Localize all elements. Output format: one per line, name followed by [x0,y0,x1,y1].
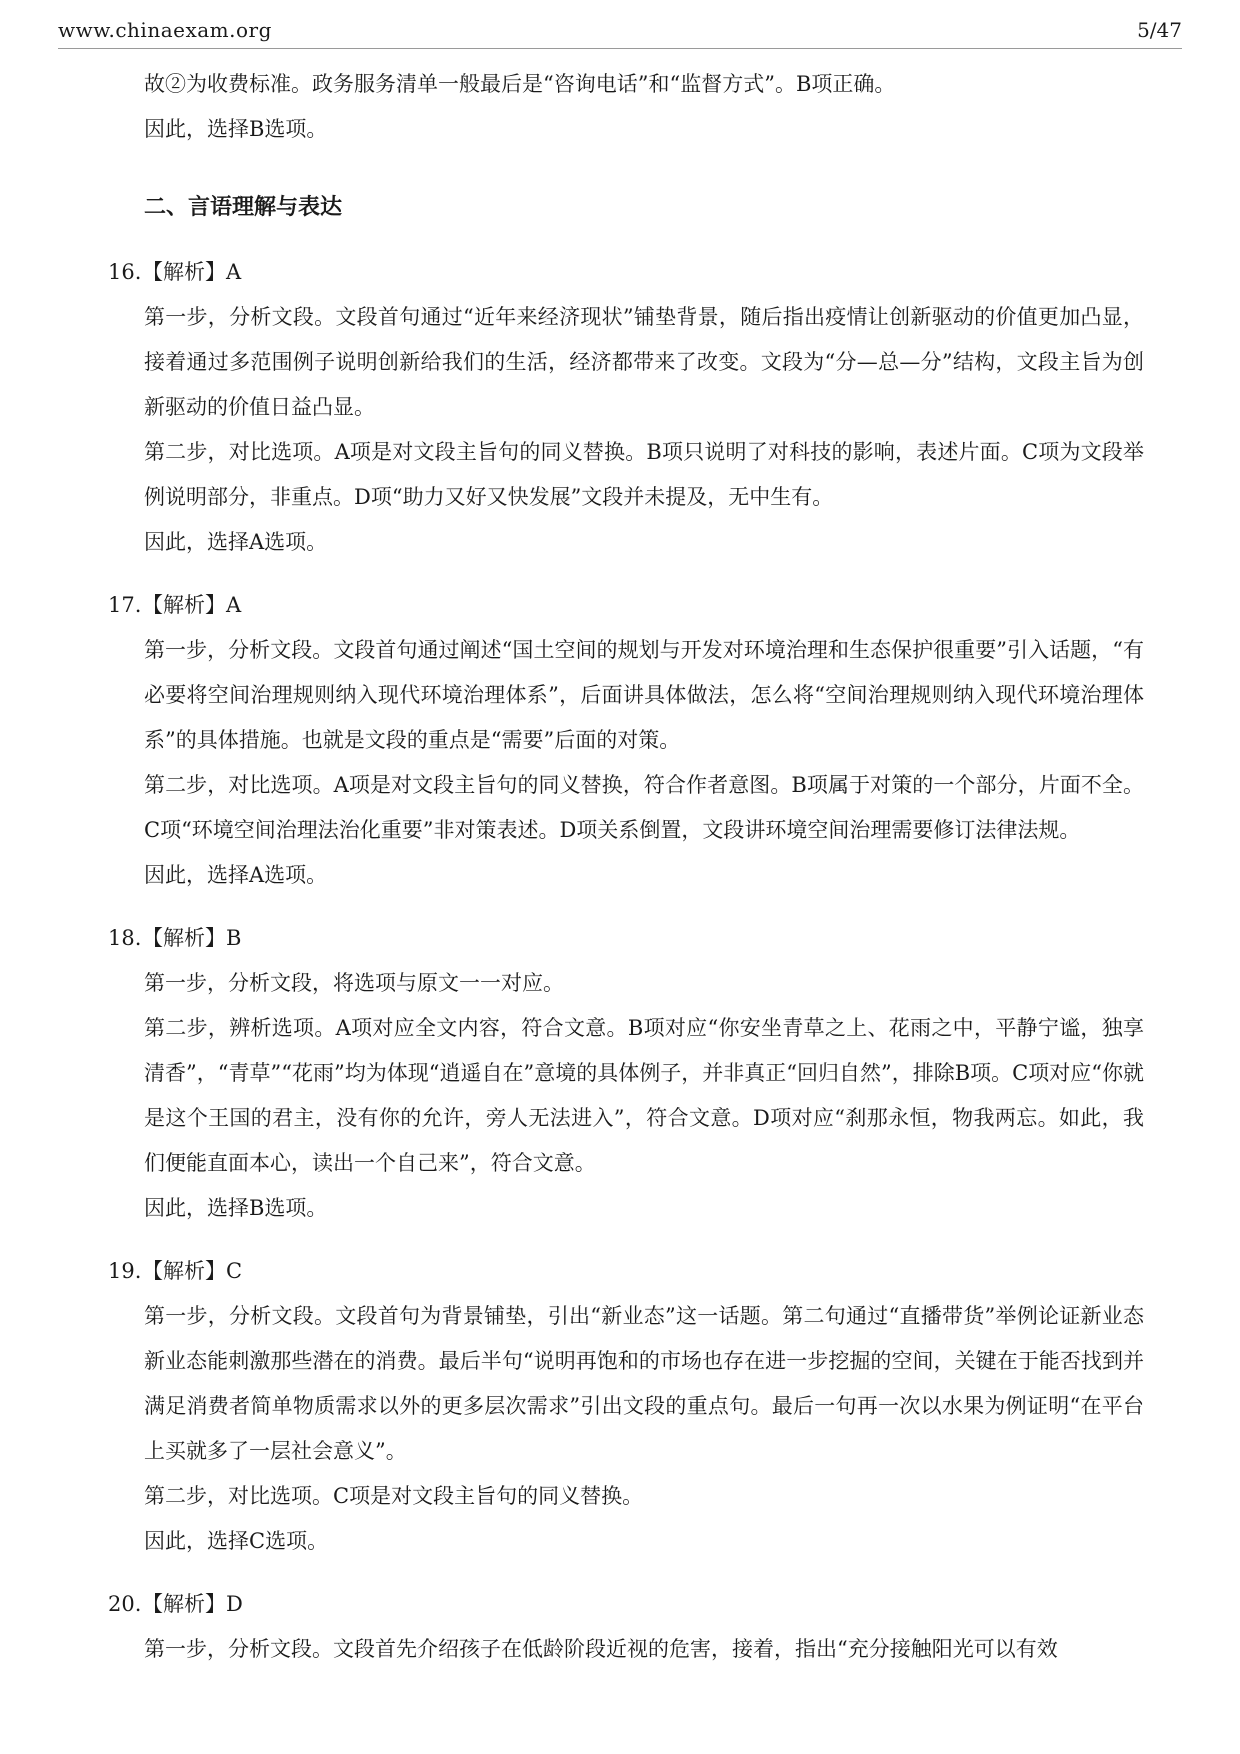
answer-label: 【解析】B [142,926,242,950]
step-two-paragraph: 第二步，对比选项。A项是对文段主旨句的同义替换。B项只说明了对科技的影响，表述片面。C项为文段举例说明部分，非重点。D项“助力又好又快发展”文段并未提及，无中生有。 [144,440,1144,509]
intro-paragraph-2: 因此，选择B选项。 [144,117,328,141]
question-number: 18. [108,926,142,950]
question-number: 17. [108,593,142,617]
intro-paragraph-1: 故②为收费标准。政务服务清单一般最后是“咨询电话”和“监督方式”。B项正确。 [144,72,896,96]
question-heading [108,1249,1240,1294]
conclusion-paragraph: 因此，选择A选项。 [144,530,328,554]
conclusion-paragraph: 因此，选择B选项。 [144,1196,328,1220]
answer-label: 【解析】D [142,1592,243,1616]
site-url[interactable]: www.chinaexam.org [58,18,272,42]
question-17 [0,583,1240,898]
question-heading [108,916,1240,961]
answer-label: 【解析】A [142,593,242,617]
step-two-paragraph: 第二步，辨析选项。A项对应全文内容，符合文意。B项对应“你安坐青草之上、花雨之中，平静宁谧，独享清香”，“青草”“花雨”均为体现“逍遥自在”意境的具体例子，并非真正“回归自然”，排除B项。C项对应“你就是这个王国的君主，没有你的允许，旁人无法进入”，符合文意。D项对应“刹那永恒，物我两忘。如此，我们便能直面本心，读出一个自己来”，符合文意。 [144,1016,1144,1175]
question-number: 19. [108,1259,142,1283]
answer-label: 【解析】C [142,1259,243,1283]
conclusion-paragraph: 因此，选择A选项。 [144,863,328,887]
page-number: 5/47 [1137,18,1182,42]
answer-label: 【解析】A [142,260,242,284]
question-20 [0,1582,1240,1672]
step-one-paragraph: 第一步，分析文段。文段首句为背景铺垫，引出“新业态”这一话题。第二句通过“直播带货”举例论证新业态新业态能刺激那些潜在的消费。最后半句“说明再饱和的市场也存在进一步挖掘的空间，关键在于能否找到并满足消费者简单物质需求以外的更多层次需求”引出文段的重点句。最后一句再一次以水果为例证明“在平台上买就多了一层社会意义”。 [144,1304,1144,1463]
step-one-paragraph: 第一步，分析文段。文段首先介绍孩子在低龄阶段近视的危害，接着，指出“充分接触阳光可以有效 [144,1637,1058,1661]
page-header [58,16,1182,49]
step-two-paragraph: 第二步，对比选项。A项是对文段主旨句的同义替换，符合作者意图。B项属于对策的一个部分，片面不全。C项“环境空间治理法治化重要”非对策表述。D项关系倒置，文段讲环境空间治理需要修订法律法规。 [144,773,1144,842]
question-19 [0,1249,1240,1564]
question-18 [0,916,1240,1231]
section-title: 二、言语理解与表达 [144,194,343,220]
step-two-paragraph: 第二步，对比选项。C项是对文段主旨句的同义替换。 [144,1484,644,1508]
question-heading [108,583,1240,628]
step-one-paragraph: 第一步，分析文段。文段首句通过阐述“国土空间的规划与开发对环境治理和生态保护很重要”引入话题，“有必要将空间治理规则纳入现代环境治理体系”，后面讲具体做法，怎么将“空间治理规则纳入现代环境治理体系”的具体措施。也就是文段的重点是“需要”后面的对策。 [144,638,1144,752]
step-one-paragraph: 第一步，分析文段，将选项与原文一一对应。 [144,971,564,995]
page-content [0,62,1240,1672]
step-one-paragraph: 第一步，分析文段。文段首句通过“近年来经济现状”铺垫背景，随后指出疫情让创新驱动的价值更加凸显，接着通过多范围例子说明创新给我们的生活，经济都带来了改变。文段为“分—总—分”结构，文段主旨为创新驱动的价值日益凸显。 [144,305,1144,419]
question-16 [0,250,1240,565]
conclusion-paragraph: 因此，选择C选项。 [144,1529,329,1553]
question-heading [108,1582,1240,1627]
question-heading [108,250,1240,295]
question-number: 16. [108,260,142,284]
question-number: 20. [108,1592,142,1616]
